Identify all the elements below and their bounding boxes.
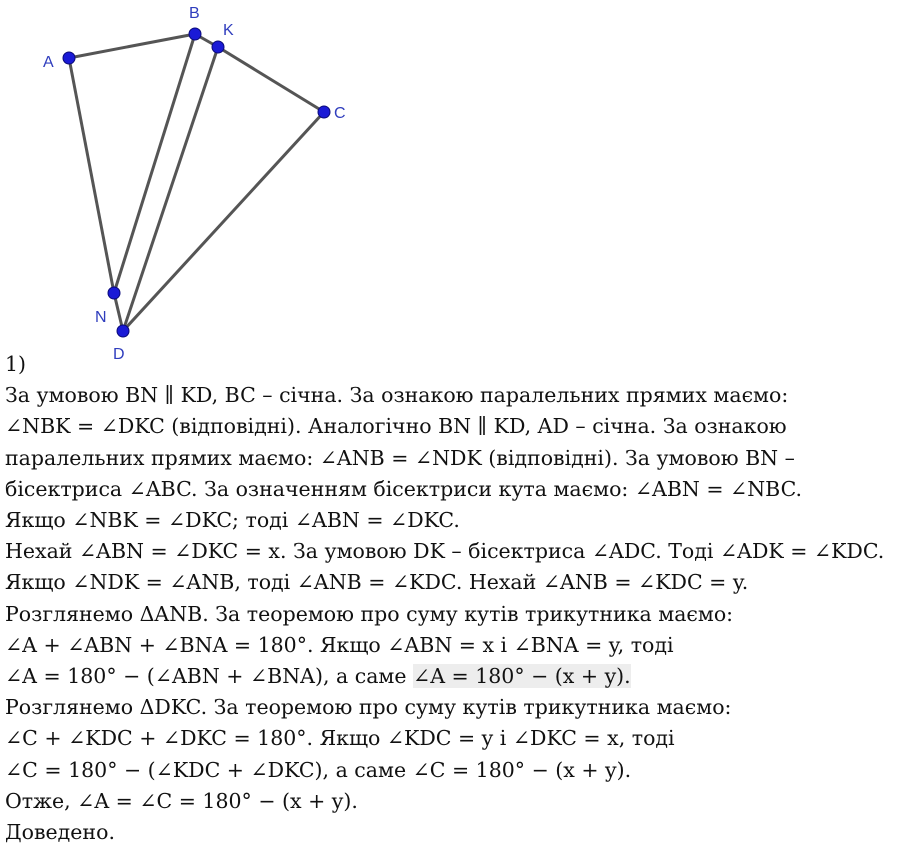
proof-line-9: ∠A + ∠ABN + ∠BNA = 180°. Якщо ∠ABN = x і ∠BNA = y, тоді xyxy=(5,632,674,657)
proof-line-3: паралельних прямих маємо: ∠ANB = ∠NDK (відповідні). За умовою BN – xyxy=(5,445,795,470)
label-A: A xyxy=(43,54,54,71)
proof-line-11: Розглянемо ΔDKC. За теоремою про суму кутів трикутника маємо: xyxy=(5,695,732,720)
proof-line-5: Якщо ∠NBK = ∠DKC; тоді ∠ABN = ∠DKC. xyxy=(5,508,460,533)
proof-line-1: За умовою BN ∥ KD, BC – січна. За ознакою паралельних прямих маємо: xyxy=(5,383,789,408)
proof-line-10 xyxy=(5,661,910,692)
proof-line-12: ∠C + ∠KDC + ∠DKC = 180°. Якщо ∠KDC = y і ∠DKC = x, тоді xyxy=(5,726,675,751)
point-A xyxy=(63,52,75,64)
proof-number: 1) xyxy=(5,352,27,376)
proof-line-10-part1: ∠A = 180° − (∠ABN + ∠BNA), а саме xyxy=(5,664,414,689)
segment-KC xyxy=(218,47,324,112)
proof-line-2: ∠NBK = ∠DKC (відповідні). Аналогічно BN ∥ KD, AD – січна. За ознакою xyxy=(5,414,787,439)
segment-BN xyxy=(114,34,195,293)
proof-line-6: Нехай ∠ABN = ∠DKC = x. За умовою DK – бісектриса ∠ADC. Тоді ∠ADK = ∠KDC. xyxy=(5,539,885,564)
segment-AN xyxy=(69,58,114,293)
proof-conclusion: Доведено. xyxy=(5,820,115,845)
segment-KD xyxy=(123,47,218,331)
label-B: B xyxy=(189,5,200,22)
proof-line-13: ∠C = 180° − (∠KDC + ∠DKC), а саме ∠C = 180° − (x + y). xyxy=(5,757,632,782)
proof-line-14: Отже, ∠A = ∠C = 180° − (x + y). xyxy=(5,788,358,813)
segment-AB xyxy=(69,34,195,58)
proof-text xyxy=(5,349,910,848)
point-B xyxy=(189,28,201,40)
proof-line-7: Якщо ∠NDK = ∠ANB, тоді ∠ANB = ∠KDC. Нехай ∠ANB = ∠KDC = y. xyxy=(5,570,749,595)
proof-line-4: бісектриса ∠ABC. За означенням бісектриси кута маємо: ∠ABN = ∠NBC. xyxy=(5,476,803,501)
highlighted-result: ∠A = 180° − (x + y). xyxy=(413,664,631,689)
point-C xyxy=(318,106,330,118)
label-D: D xyxy=(113,346,125,363)
label-N: N xyxy=(95,309,107,326)
geometry-figure xyxy=(0,0,912,366)
label-C: C xyxy=(334,105,346,122)
segment-CD xyxy=(123,112,324,331)
label-K: K xyxy=(223,22,234,39)
point-D xyxy=(117,325,129,337)
point-K xyxy=(212,41,224,53)
point-N xyxy=(108,287,120,299)
proof-line-8: Розглянемо ΔANB. За теоремою про суму кутів трикутника маємо: xyxy=(5,601,734,626)
